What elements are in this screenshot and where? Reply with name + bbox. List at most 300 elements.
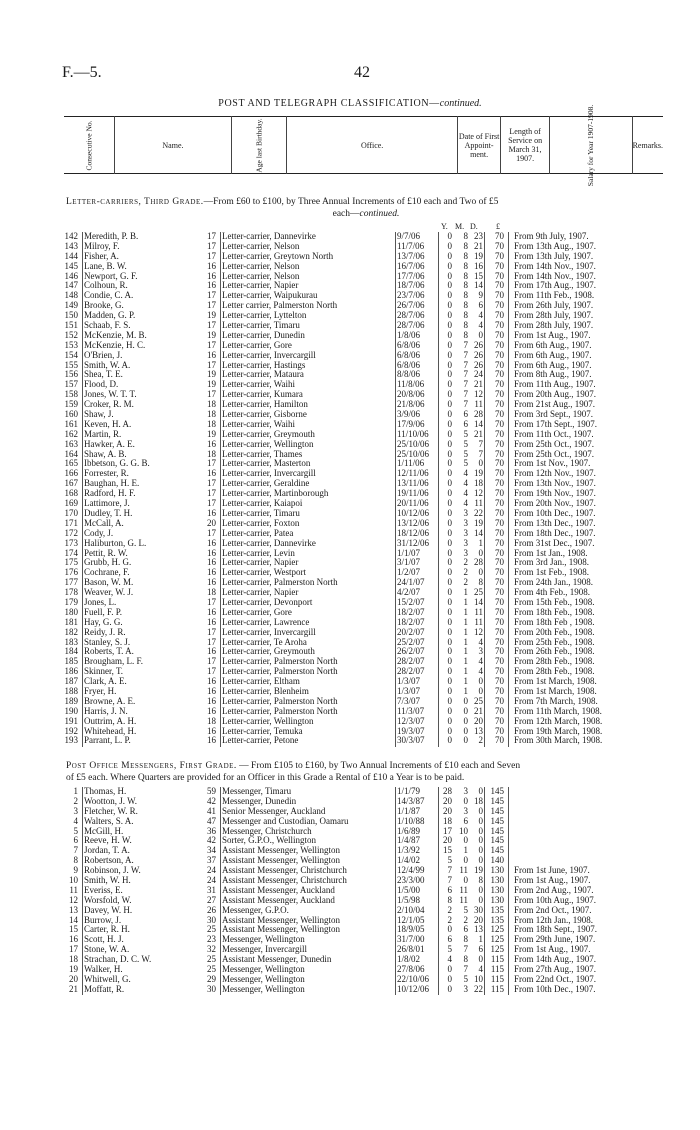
row-number: 180 bbox=[64, 606, 78, 617]
row-office: Messenger and Custodian, Oamaru bbox=[222, 816, 349, 826]
row-salary: 135 bbox=[490, 904, 504, 915]
row-days: 12 bbox=[474, 389, 483, 400]
row-years: 0 bbox=[447, 468, 452, 479]
row-date: 28/7/06 bbox=[397, 310, 425, 321]
row-years: 0 bbox=[447, 428, 452, 439]
row-salary: 70 bbox=[495, 547, 504, 558]
row-name: Bason, W. M. bbox=[84, 578, 134, 588]
row-number: 173 bbox=[64, 537, 78, 548]
row-name: Jordan, T. A. bbox=[84, 846, 130, 856]
row-name: Outtrim, A. H. bbox=[84, 716, 137, 726]
row-years: 0 bbox=[447, 359, 452, 370]
row-office: Messenger, Timaru bbox=[222, 787, 292, 796]
row-remarks: From 1st June, 1907. bbox=[514, 865, 590, 876]
row-days: 0 bbox=[478, 329, 483, 340]
table-row bbox=[62, 827, 672, 837]
row-age: 17 bbox=[207, 250, 216, 261]
row-name: Colhoun, R. bbox=[84, 281, 128, 291]
row-months: 1 bbox=[463, 676, 468, 687]
row-date: 26/2/07 bbox=[397, 646, 425, 657]
row-salary: 70 bbox=[495, 280, 504, 291]
row-remarks: From 8th Aug., 1907. bbox=[514, 369, 592, 380]
row-years: 17 bbox=[443, 825, 452, 836]
row-name: Clark, A. E. bbox=[84, 677, 127, 687]
row-name: Moffatt, R. bbox=[84, 984, 125, 994]
row-remarks: From 17th Aug., 1907. bbox=[514, 280, 597, 291]
row-years: 0 bbox=[447, 339, 452, 350]
row-days: 19 bbox=[474, 468, 483, 479]
row-office: Letter-carrier, Nelson bbox=[222, 271, 300, 281]
row-date: 13/11/06 bbox=[397, 478, 429, 489]
row-salary: 70 bbox=[495, 656, 504, 667]
row-salary: 70 bbox=[495, 626, 504, 637]
row-number: 16 bbox=[69, 934, 78, 945]
row-days: 0 bbox=[478, 845, 483, 856]
column-rule bbox=[508, 232, 509, 747]
row-name: Shaw, A. B. bbox=[84, 449, 127, 459]
row-number: 13 bbox=[69, 904, 78, 915]
row-name: Walker, H. bbox=[84, 965, 123, 975]
row-number: 155 bbox=[64, 359, 78, 370]
row-date: 6/8/06 bbox=[397, 339, 421, 350]
row-remarks: From 13th Aug., 1907. bbox=[514, 240, 597, 251]
row-office: Letter-carrier, Lawrence bbox=[222, 617, 310, 627]
row-salary: 70 bbox=[495, 310, 504, 321]
row-salary: 70 bbox=[495, 735, 504, 746]
row-age: 17 bbox=[207, 656, 216, 667]
row-days: 1 bbox=[478, 934, 483, 945]
row-days: 4 bbox=[478, 656, 483, 667]
row-age: 18 bbox=[207, 448, 216, 459]
row-salary: 70 bbox=[495, 577, 504, 588]
row-days: 6 bbox=[478, 300, 483, 311]
row-name: Fryer, H. bbox=[84, 686, 117, 696]
row-date: 18/2/07 bbox=[397, 606, 425, 617]
row-days: 0 bbox=[478, 835, 483, 846]
row-days: 6 bbox=[478, 944, 483, 955]
row-years: 0 bbox=[447, 290, 452, 301]
row-date: 20/11/06 bbox=[397, 498, 429, 509]
row-date: 1/5/00 bbox=[397, 884, 421, 895]
row-years: 0 bbox=[447, 329, 452, 340]
row-years: 0 bbox=[447, 725, 452, 736]
row-years: 0 bbox=[447, 557, 452, 568]
row-months: 3 bbox=[463, 537, 468, 548]
row-remarks: From 4th Feb., 1908. bbox=[514, 587, 591, 598]
row-age: 17 bbox=[207, 458, 216, 469]
row-age: 17 bbox=[207, 596, 216, 607]
row-age: 59 bbox=[207, 786, 216, 796]
row-years: 0 bbox=[447, 369, 452, 380]
row-office: Letter-carrier, Palmerston North bbox=[222, 706, 338, 716]
row-age: 17 bbox=[207, 488, 216, 499]
row-age: 17 bbox=[207, 300, 216, 311]
row-date: 19/11/06 bbox=[397, 488, 429, 499]
row-months: 1 bbox=[463, 646, 468, 657]
row-name: Brougham, L. F. bbox=[84, 657, 144, 667]
row-date: 11/10/06 bbox=[397, 428, 429, 439]
row-months: 7 bbox=[463, 389, 468, 400]
row-age: 16 bbox=[207, 438, 216, 449]
row-months: 6 bbox=[463, 815, 468, 826]
row-months: 6 bbox=[463, 418, 468, 429]
row-remarks: From 22nd Oct., 1907. bbox=[514, 973, 596, 984]
row-number: 146 bbox=[64, 270, 78, 281]
row-name: Reeve, H. W. bbox=[84, 836, 132, 846]
row-remarks: From 18th Feb., 1908. bbox=[514, 606, 595, 617]
row-age: 16 bbox=[207, 705, 216, 716]
row-days: 18 bbox=[474, 478, 483, 489]
row-days: 21 bbox=[474, 240, 483, 251]
row-name: Wootton, J. W. bbox=[84, 796, 138, 806]
row-number: 20 bbox=[69, 973, 78, 984]
row-days: 12 bbox=[474, 626, 483, 637]
row-name: Martin, R. bbox=[84, 429, 122, 439]
row-years: 0 bbox=[447, 656, 452, 667]
unit-years: Y. bbox=[441, 222, 448, 231]
row-date: 20/2/07 bbox=[397, 626, 425, 637]
row-name: Radford, H. F. bbox=[84, 489, 136, 499]
row-date: 1/8/02 bbox=[397, 954, 421, 965]
row-remarks: From 18th Feb , 1908. bbox=[514, 616, 595, 627]
row-name: Weaver, W. J. bbox=[84, 588, 134, 598]
row-remarks: From 21st Aug., 1907. bbox=[514, 399, 596, 410]
row-years: 0 bbox=[447, 349, 452, 360]
row-years: 18 bbox=[443, 815, 452, 826]
row-number: 2 bbox=[73, 795, 78, 806]
row-months: 7 bbox=[463, 964, 468, 975]
row-number: 1 bbox=[73, 786, 78, 796]
row-date: 18/7/06 bbox=[397, 280, 425, 291]
row-months: 8 bbox=[463, 260, 468, 271]
row-years: 15 bbox=[443, 845, 452, 856]
row-years: 0 bbox=[447, 300, 452, 311]
row-months: 8 bbox=[463, 290, 468, 301]
row-office: Letter-carrier, Napier bbox=[222, 588, 299, 598]
row-number: 158 bbox=[64, 389, 78, 400]
row-age: 16 bbox=[207, 537, 216, 548]
row-days: 8 bbox=[478, 577, 483, 588]
row-months: 2 bbox=[463, 914, 468, 925]
row-years: 2 bbox=[447, 914, 452, 925]
row-years: 0 bbox=[447, 389, 452, 400]
row-name: O'Brien, J. bbox=[84, 350, 123, 360]
row-office: Letter-carrier, Waipukurau bbox=[222, 291, 318, 301]
row-days: 14 bbox=[474, 596, 483, 607]
row-office: Letter-carrier, Napier bbox=[222, 281, 299, 291]
row-salary: 70 bbox=[495, 270, 504, 281]
row-name: Browne, A. E. bbox=[84, 696, 136, 706]
row-months: 0 bbox=[463, 835, 468, 846]
section-title: Letter-carriers, Third Grade. bbox=[66, 197, 204, 207]
row-months: 4 bbox=[463, 468, 468, 479]
row-name: Robinson, J. W. bbox=[84, 866, 141, 876]
row-number: 191 bbox=[64, 715, 78, 726]
row-age: 16 bbox=[207, 349, 216, 360]
row-name: Shaw, J. bbox=[84, 410, 114, 420]
row-months: 6 bbox=[463, 924, 468, 935]
row-office: Assistant Messenger, Wellington bbox=[222, 856, 340, 866]
row-age: 31 bbox=[207, 884, 216, 895]
row-age: 16 bbox=[207, 547, 216, 558]
row-age: 17 bbox=[207, 359, 216, 370]
row-days: 20 bbox=[474, 715, 483, 726]
row-date: 11/3/07 bbox=[397, 705, 425, 716]
row-age: 17 bbox=[207, 527, 216, 538]
row-remarks: From 11th Aug., 1907. bbox=[514, 379, 596, 390]
row-years: 7 bbox=[447, 875, 452, 886]
row-office: Letter-carrier, Martinborough bbox=[222, 489, 329, 499]
row-years: 0 bbox=[447, 458, 452, 469]
row-salary: 70 bbox=[495, 517, 504, 528]
row-name: McKenzie, M. B. bbox=[84, 330, 147, 340]
row-number: 185 bbox=[64, 656, 78, 667]
row-date: 10/12/06 bbox=[397, 507, 430, 518]
row-office: Letter-carrier, Nelson bbox=[222, 261, 300, 271]
row-years: 0 bbox=[447, 735, 452, 746]
col-age: Age last Birthday. bbox=[231, 117, 286, 174]
row-name: Pettit, R. W. bbox=[84, 548, 128, 558]
row-date: 30/3/07 bbox=[397, 735, 425, 746]
row-salary: 70 bbox=[495, 379, 504, 390]
row-number: 18 bbox=[69, 954, 78, 965]
row-name: Fisher, A. bbox=[84, 251, 119, 261]
section-description-cont: of £5 each. Where Quarters are provided for an Officer in this Grade a Rental of £10 a Year is to be paid. bbox=[66, 773, 465, 783]
row-number: 9 bbox=[73, 865, 78, 876]
row-days: 0 bbox=[478, 815, 483, 826]
row-months: 0 bbox=[463, 725, 468, 736]
row-months: 1 bbox=[463, 587, 468, 598]
row-number: 159 bbox=[64, 399, 78, 410]
row-years: 28 bbox=[443, 786, 452, 796]
row-days: 8 bbox=[478, 875, 483, 886]
column-rule bbox=[484, 232, 485, 747]
row-salary: 70 bbox=[495, 685, 504, 696]
row-days: 1 bbox=[478, 537, 483, 548]
row-salary: 130 bbox=[490, 865, 504, 876]
row-salary: 140 bbox=[490, 855, 504, 866]
messengers-table bbox=[62, 787, 672, 995]
row-months: 8 bbox=[463, 231, 468, 241]
table-row bbox=[62, 736, 672, 746]
row-office: Letter-carrier, Temuka bbox=[222, 726, 303, 736]
row-years: 5 bbox=[447, 944, 452, 955]
row-office: Assistant Messenger, Wellington bbox=[222, 846, 340, 856]
unit-days: D. bbox=[470, 222, 478, 231]
row-years: 20 bbox=[443, 835, 452, 846]
row-remarks: From 17th Sept., 1907. bbox=[514, 418, 598, 429]
column-rule bbox=[220, 787, 221, 995]
row-months: 7 bbox=[463, 944, 468, 955]
row-age: 42 bbox=[207, 835, 216, 846]
row-date: 28/7/06 bbox=[397, 320, 425, 331]
row-salary: 70 bbox=[495, 438, 504, 449]
row-office: Messenger, Wellington bbox=[222, 935, 305, 945]
row-days: 18 bbox=[474, 795, 483, 806]
row-months: 4 bbox=[463, 498, 468, 509]
row-years: 0 bbox=[447, 646, 452, 657]
row-days: 2 bbox=[478, 735, 483, 746]
row-salary: 70 bbox=[495, 428, 504, 439]
column-rule bbox=[438, 787, 439, 995]
row-office: Letter-carrier, Greymouth bbox=[222, 429, 315, 439]
row-salary: 70 bbox=[495, 596, 504, 607]
row-years: 0 bbox=[447, 666, 452, 677]
row-remarks: From 27th Aug., 1907. bbox=[514, 964, 597, 975]
row-months: 0 bbox=[463, 705, 468, 716]
row-age: 17 bbox=[207, 290, 216, 301]
row-days: 0 bbox=[478, 547, 483, 558]
row-salary: 70 bbox=[495, 695, 504, 706]
row-days: 13 bbox=[474, 725, 483, 736]
row-days: 9 bbox=[478, 290, 483, 301]
row-months: 5 bbox=[463, 458, 468, 469]
row-months: 0 bbox=[463, 715, 468, 726]
row-years: 0 bbox=[447, 527, 452, 538]
row-years: 0 bbox=[447, 517, 452, 528]
row-number: 160 bbox=[64, 409, 78, 420]
row-years: 0 bbox=[447, 626, 452, 637]
row-days: 0 bbox=[478, 567, 483, 578]
row-remarks: From 13th Dec., 1907. bbox=[514, 517, 596, 528]
row-number: 4 bbox=[73, 815, 78, 826]
row-remarks: From 20th Nov., 1907. bbox=[514, 498, 596, 509]
row-name: Skinner, T. bbox=[84, 667, 124, 677]
row-office: Letter-carrier, Timaru bbox=[222, 508, 300, 518]
section-description-cont: each— bbox=[332, 209, 360, 219]
row-salary: 70 bbox=[495, 507, 504, 518]
row-office: Letter-carrier, Lyttelton bbox=[222, 311, 307, 321]
row-name: Shea, T. E. bbox=[84, 370, 123, 380]
row-age: 30 bbox=[207, 914, 216, 925]
row-months: 3 bbox=[463, 527, 468, 538]
row-months: 4 bbox=[463, 488, 468, 499]
row-salary: 70 bbox=[495, 418, 504, 429]
row-number: 193 bbox=[64, 735, 78, 746]
row-office: Messenger, Wellington bbox=[222, 965, 305, 975]
row-salary: 70 bbox=[495, 359, 504, 370]
row-age: 18 bbox=[207, 399, 216, 410]
row-age: 25 bbox=[207, 964, 216, 975]
row-months: 8 bbox=[463, 240, 468, 251]
row-age: 16 bbox=[207, 725, 216, 736]
row-office: Letter-carrier, Gisborne bbox=[222, 410, 307, 420]
row-date: 23/7/06 bbox=[397, 290, 425, 301]
column-rule bbox=[395, 232, 396, 747]
row-days: 12 bbox=[474, 488, 483, 499]
row-number: 166 bbox=[64, 468, 78, 479]
row-days: 7 bbox=[478, 438, 483, 449]
row-years: 0 bbox=[447, 587, 452, 598]
row-remarks: From 1st March, 1908. bbox=[514, 676, 597, 687]
row-name: Lane, B. W. bbox=[84, 261, 127, 271]
row-months: 11 bbox=[459, 894, 468, 905]
row-days: 14 bbox=[474, 418, 483, 429]
row-office: Messenger, Wellington bbox=[222, 974, 305, 984]
row-number: 144 bbox=[64, 250, 78, 261]
row-office: Letter-carrier, Kaiapoi bbox=[222, 499, 303, 509]
row-remarks: From 11th Oct., 1907. bbox=[514, 428, 594, 439]
row-office: Messenger, G.P.O. bbox=[222, 905, 289, 915]
row-office: Letter-carrier, Petone bbox=[222, 736, 299, 746]
row-days: 0 bbox=[478, 685, 483, 696]
row-office: Letter-carrier, Palmerston North bbox=[222, 657, 338, 667]
row-salary: 70 bbox=[495, 389, 504, 400]
row-days: 11 bbox=[474, 616, 483, 627]
row-office: Letter-carrier, Dannevirke bbox=[222, 538, 316, 548]
row-salary: 70 bbox=[495, 676, 504, 687]
row-remarks: From 9th July, 1907. bbox=[514, 231, 589, 241]
row-office: Letter-carrier, Hamilton bbox=[222, 400, 308, 410]
row-office: Letter carrier, Palmerston North bbox=[222, 301, 338, 311]
row-office: Letter-carrier, Greytown North bbox=[222, 251, 334, 261]
row-salary: 145 bbox=[490, 825, 504, 836]
row-number: 12 bbox=[69, 894, 78, 905]
row-date: 16/7/06 bbox=[397, 260, 425, 271]
row-months: 8 bbox=[463, 270, 468, 281]
row-age: 16 bbox=[207, 270, 216, 281]
row-date: 24/1/07 bbox=[397, 577, 425, 588]
row-salary: 145 bbox=[490, 805, 504, 816]
row-remarks: From 12th Nov., 1907. bbox=[514, 468, 596, 479]
row-years: 0 bbox=[447, 705, 452, 716]
row-months: 7 bbox=[463, 379, 468, 390]
row-years: 4 bbox=[447, 954, 452, 965]
row-remarks: From 1st Feb., 1908. bbox=[514, 567, 590, 578]
row-date: 12/4/99 bbox=[397, 865, 425, 876]
row-age: 17 bbox=[207, 389, 216, 400]
row-remarks: From 25th Oct., 1907. bbox=[514, 448, 594, 459]
row-salary: 70 bbox=[495, 606, 504, 617]
row-months: 8 bbox=[463, 934, 468, 945]
row-salary: 70 bbox=[495, 488, 504, 499]
row-years: 20 bbox=[443, 805, 452, 816]
row-remarks: From 14th Aug., 1907. bbox=[514, 954, 597, 965]
row-office: Letter-carrier, Thames bbox=[222, 449, 303, 459]
row-date: 18/12/06 bbox=[397, 527, 430, 538]
letter-carriers-table bbox=[62, 232, 672, 746]
row-office: Letter-carrier, Napier bbox=[222, 558, 299, 568]
row-date: 1/11/06 bbox=[397, 458, 425, 469]
row-salary: 70 bbox=[495, 537, 504, 548]
row-date: 1/4/87 bbox=[397, 835, 421, 846]
row-name: Ibbetson, G. G. B. bbox=[84, 459, 150, 469]
row-days: 15 bbox=[474, 270, 483, 281]
row-office: Messenger, Wellington bbox=[222, 984, 305, 994]
row-salary: 70 bbox=[495, 320, 504, 331]
row-number: 174 bbox=[64, 547, 78, 558]
row-name: Newport, G. F. bbox=[84, 271, 138, 281]
row-days: 14 bbox=[474, 527, 483, 538]
row-number: 15 bbox=[69, 924, 78, 935]
row-days: 11 bbox=[474, 606, 483, 617]
row-salary: 145 bbox=[490, 835, 504, 846]
row-remarks: From 6th Aug., 1907. bbox=[514, 339, 592, 350]
row-date: 1/5/98 bbox=[397, 894, 421, 905]
row-number: 152 bbox=[64, 329, 78, 340]
row-number: 157 bbox=[64, 379, 78, 390]
row-months: 8 bbox=[463, 954, 468, 965]
row-age: 17 bbox=[207, 320, 216, 331]
row-name: Burrow, J. bbox=[84, 915, 122, 925]
row-office: Letter-carrier, Gore bbox=[222, 607, 292, 617]
row-years: 0 bbox=[447, 498, 452, 509]
row-salary: 70 bbox=[495, 458, 504, 469]
row-office: Letter-carrier, Westport bbox=[222, 568, 307, 578]
row-salary: 125 bbox=[490, 934, 504, 945]
row-age: 16 bbox=[207, 606, 216, 617]
row-days: 22 bbox=[474, 983, 483, 994]
